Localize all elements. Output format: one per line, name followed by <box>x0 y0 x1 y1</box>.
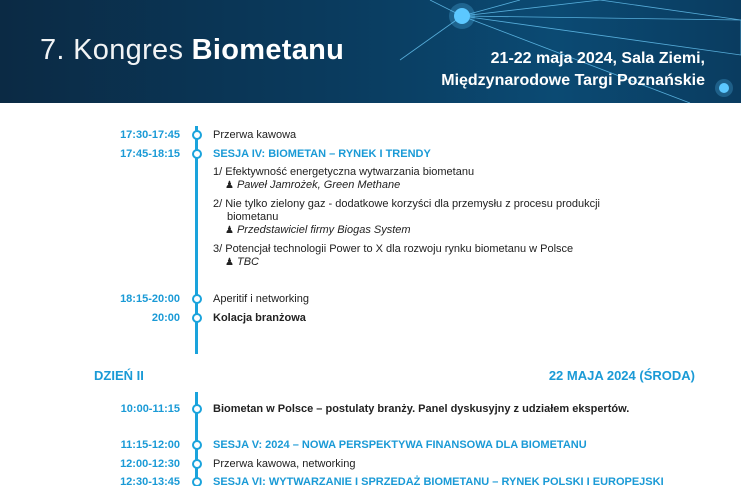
talk-speaker <box>225 256 259 268</box>
talk-speaker <box>225 224 411 236</box>
agenda-item: Aperitif i networking <box>213 293 309 305</box>
timeline-dot <box>192 440 202 450</box>
session-title: SESJA V: 2024 – NOWA PERSPEKTYWA FINANSOWA DLA BIOMETANU <box>213 439 587 451</box>
time-slot: 17:30-17:45 <box>120 129 180 141</box>
time-slot: 10:00-11:15 <box>120 403 180 415</box>
event-location: Międzynarodowe Targi Poznańskie <box>441 72 705 89</box>
talk-speaker <box>225 179 400 191</box>
event-info <box>441 48 705 92</box>
talk-title: 1/ Efektywność energetyczna wytwarzania biometanu <box>213 166 475 178</box>
time-slot: 12:00-12:30 <box>120 458 180 470</box>
time-slot: 17:45-18:15 <box>120 148 180 160</box>
timeline-dot <box>192 294 202 304</box>
day-label: DZIEŃ II <box>94 368 144 383</box>
event-date-venue: 21-22 maja 2024, Sala Ziemi, <box>490 50 705 67</box>
timeline-dot <box>192 459 202 469</box>
timeline-dot <box>192 404 202 414</box>
session-title: SESJA IV: BIOMETAN – RYNEK I TRENDY <box>213 148 431 160</box>
timeline-dot <box>192 313 202 323</box>
time-slot: 12:30-13:45 <box>120 476 180 486</box>
person-icon: ♟ <box>225 180 234 191</box>
time-slot: 20:00 <box>151 312 180 324</box>
talk-title: 2/ Nie tylko zielony gaz - dodatkowe korzyści dla przemysłu z procesu produkcji <box>213 198 600 210</box>
person-icon: ♟ <box>225 225 234 236</box>
header-banner <box>0 0 741 103</box>
timeline-dot <box>192 149 202 159</box>
timeline-dot <box>192 477 202 486</box>
agenda-item: Przerwa kawowa <box>213 129 297 141</box>
title-light: 7. Kongres <box>40 34 184 66</box>
talk-title-cont: biometanu <box>227 211 279 223</box>
day-date: 22 MAJA 2024 (ŚRODA) <box>548 368 695 383</box>
timeline-dot <box>192 130 202 140</box>
title-bold: Biometanu <box>191 34 345 66</box>
speaker-name: Paweł Jamrożek, Green Methane <box>236 179 401 191</box>
time-slot: 11:15-12:00 <box>120 439 180 451</box>
person-icon: ♟ <box>225 257 234 268</box>
session-title: SESJA VI: WYTWARZANIE I SPRZEDAŻ BIOMETANU – RYNEK POLSKI I EUROPEJSKI <box>213 476 664 486</box>
agenda-item: Przerwa kawowa, networking <box>213 458 356 470</box>
agenda-item: Kolacja branżowa <box>213 312 306 324</box>
speaker-name: Przedstawiciel firmy Biogas System <box>236 224 411 236</box>
agenda-item: Biometan w Polsce – postulaty branży. Panel dyskusyjny z udziałem ekspertów. <box>213 403 630 415</box>
congress-title <box>40 34 344 67</box>
talk-title: 3/ Potencjał technologii Power to X dla rozwoju rynku biometanu w Polsce <box>213 243 574 255</box>
time-slot: 18:15-20:00 <box>120 293 180 305</box>
speaker-name: TBC <box>236 256 259 268</box>
